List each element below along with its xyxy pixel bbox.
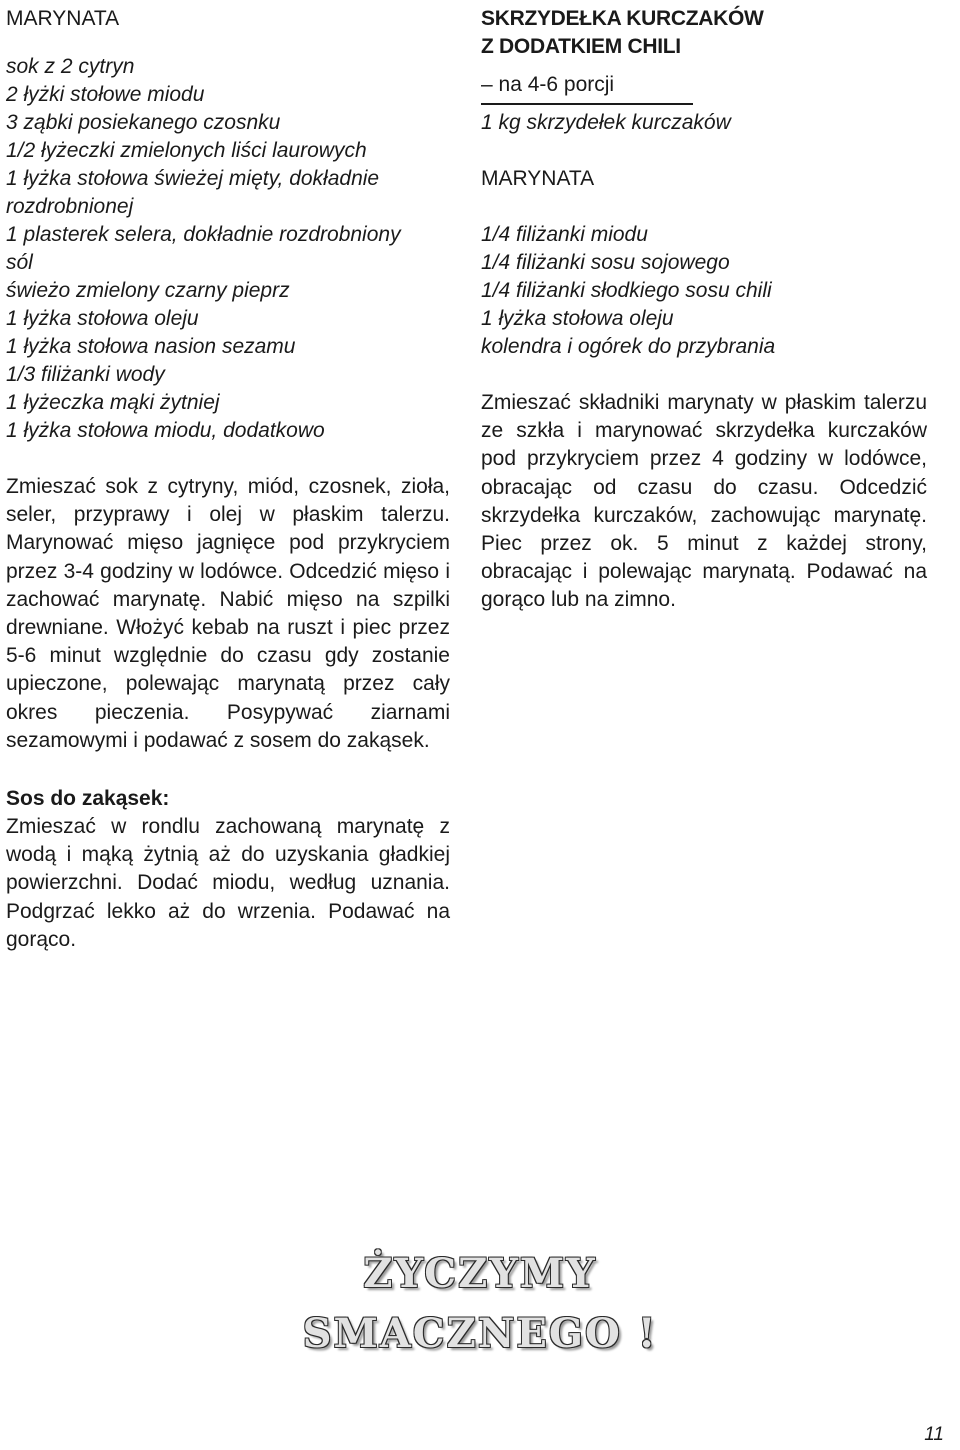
ingredient-list-left bbox=[6, 53, 450, 445]
ingredient-item: rozdrobnionej bbox=[6, 195, 134, 218]
ingredient-item: 1 łyżka stołowa miodu, dodatkowo bbox=[6, 419, 325, 442]
left-column bbox=[6, 0, 450, 954]
ingredient-item: 3 ząbki posiekanego czosnku bbox=[6, 111, 281, 134]
greeting-line2: SMACZNEGO ! bbox=[302, 1310, 658, 1357]
main-ingredient: 1 kg skrzydełek kurczaków bbox=[481, 111, 731, 134]
ingredient-item: 1 plasterek selera, dokładnie rozdrobniony bbox=[6, 223, 401, 246]
greeting-line1: ŻYCZYMY bbox=[363, 1250, 597, 1297]
page-number: 11 bbox=[924, 1424, 944, 1445]
ingredient-item: sól bbox=[6, 251, 33, 274]
ingredient-item: 1 łyżka stołowa oleju bbox=[6, 307, 199, 330]
ingredient-item: sok z 2 cytryn bbox=[6, 55, 135, 78]
instructions-left: Zmieszać sok z cytryny, miód, czosnek, zioła, seler, przyprawy i olej w płaskim talerzu. Marynować mięso jagnięce pod przykryciem przez 3-4 godziny w lodówce. Odcedzić mięso i zachować marynatę. Nabić mięso na szpilki drewniane. Włożyć kebab na ruszt i piec przez 5-6 minut względnie do czasu gdy zostanie upieczone, polewając marynatą przez cały okres pieczenia. Posypywać ziarnami sezamowymi i podawać z sosem do zakąsek. bbox=[6, 475, 450, 752]
ingredient-item: kolendra i ogórek do przybrania bbox=[481, 335, 776, 358]
recipe-title-line2: Z DODATKIEM CHILI bbox=[481, 35, 681, 58]
ingredient-list-right bbox=[481, 221, 927, 361]
instructions-right: Zmieszać składniki marynaty w płaskim talerzu ze szkła i marynować skrzydełka kurczaków pod przykryciem przez 4 godziny w lodówce, obracając od czasu do czasu. Odcedzić skrzydełka kurczaków, zachowując marynatę. Piec przez ok. 5 minut z każdej strony, obracając i polewając marynatą. Podawać na gorąco lub na zimno. bbox=[481, 391, 927, 612]
ingredient-item: świeżo zmielony czarny pieprz bbox=[6, 279, 290, 302]
recipe-title-line1: SKRZYDEŁKA KURCZAKÓW bbox=[481, 7, 764, 30]
ingredient-item: 1 łyżka stołowa nasion sezamu bbox=[6, 335, 296, 358]
ingredient-item: 1 łyżka stołowa świeżej mięty, dokładnie bbox=[6, 167, 380, 190]
ingredient-item: 1 łyżka stołowa oleju bbox=[481, 307, 674, 330]
ingredient-item: 2 łyżki stołowe miodu bbox=[6, 83, 205, 106]
ingredient-item: 1/3 filiżanki wody bbox=[6, 363, 165, 386]
ingredient-item: 1/4 filiżanki słodkiego sosu chili bbox=[481, 279, 772, 302]
ingredient-item: 1/4 filiżanki miodu bbox=[481, 223, 648, 246]
sauce-instructions: Zmieszać w rondlu zachowaną marynatę z wodą i mąką żytnią aż do uzyskania gładkiej powierzchni. Dodać miodu, według uznania. Podgrzać lekko aż do wrzenia. Podawać na gorąco. bbox=[6, 815, 450, 951]
ingredient-item: 1/2 łyżeczki zmielonych liści laurowych bbox=[6, 139, 367, 162]
ingredient-item: 1/4 filiżanki sosu sojowego bbox=[481, 251, 730, 274]
portions-note: – na 4-6 porcji bbox=[481, 73, 615, 96]
sauce-title: Sos do zakąsek: bbox=[6, 787, 170, 811]
right-column bbox=[481, 0, 927, 615]
ingredient-item: 1 łyżeczka mąki żytniej bbox=[6, 391, 220, 414]
marinade-heading-right: MARYNATA bbox=[481, 167, 595, 190]
marinade-heading-left: MARYNATA bbox=[6, 7, 120, 30]
